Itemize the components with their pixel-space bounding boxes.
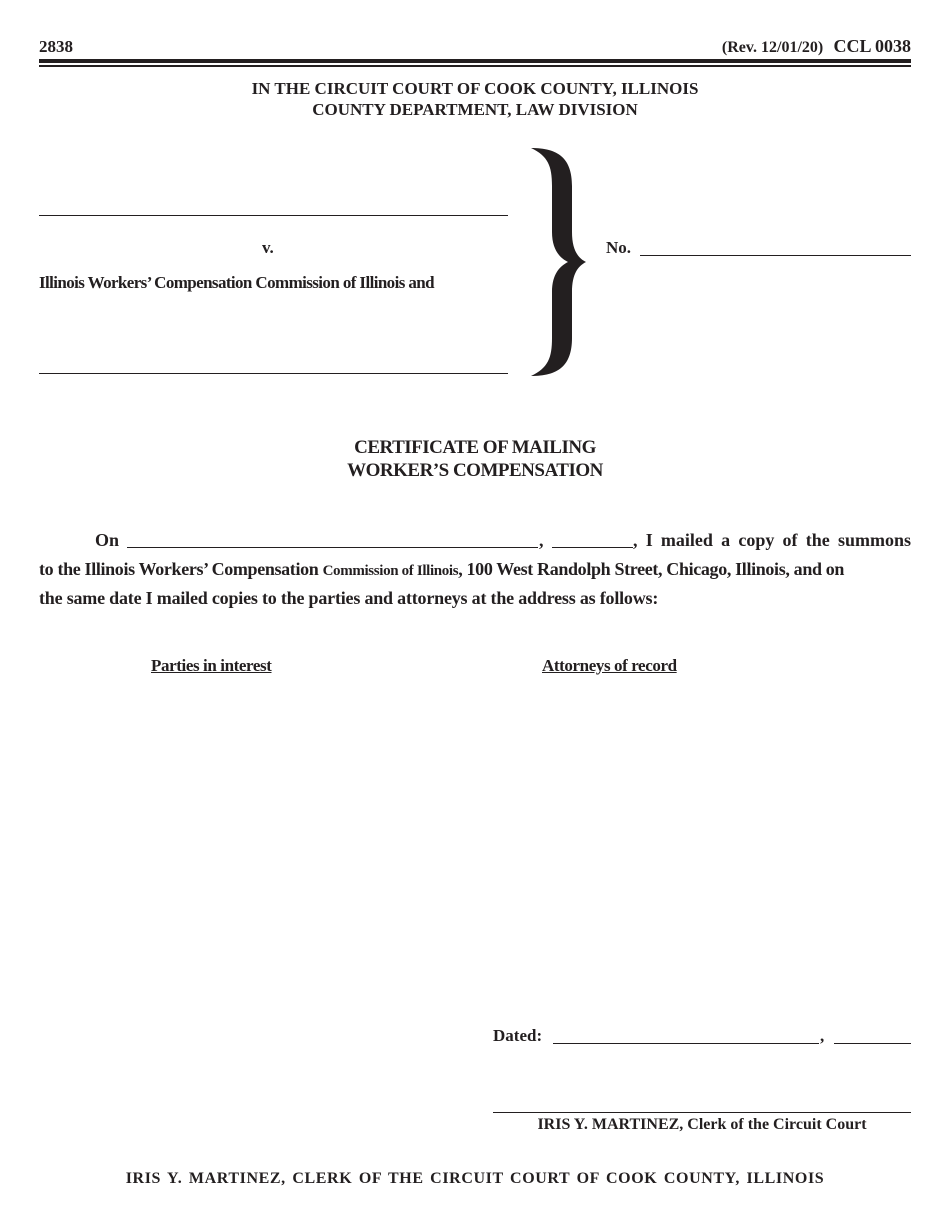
parties-text: the same date I mailed copies to the parties and attorneys at the address as follows: bbox=[39, 588, 659, 608]
caption-brace bbox=[528, 146, 590, 378]
court-division: COUNTY DEPARTMENT, LAW DIVISION bbox=[312, 100, 638, 119]
header-rule-thin bbox=[39, 65, 911, 67]
header-rule-thick bbox=[39, 59, 911, 63]
form-number: 2838 bbox=[39, 37, 73, 56]
court-heading bbox=[0, 78, 950, 120]
attorneys-of-record-heading: Attorneys of record bbox=[542, 656, 677, 675]
clerk-signature-label: IRIS Y. MARTINEZ, Clerk of the Circuit Court bbox=[537, 1116, 867, 1133]
dated-year-field[interactable] bbox=[834, 1043, 911, 1044]
title-line-1: CERTIFICATE OF MAILING bbox=[354, 437, 596, 458]
footer-clerk-text: IRIS Y. MARTINEZ, CLERK OF THE CIRCUIT COURT OF COOK COUNTY, ILLINOIS bbox=[125, 1170, 825, 1187]
court-name: IN THE CIRCUIT COURT OF COOK COUNTY, ILLINOIS bbox=[251, 79, 699, 98]
plaintiff-name-field[interactable] bbox=[39, 215, 508, 216]
form-revision-code bbox=[722, 36, 911, 57]
case-number-field[interactable] bbox=[640, 255, 911, 256]
mailing-year-field[interactable] bbox=[552, 547, 633, 548]
clerk-signature-field[interactable] bbox=[493, 1112, 911, 1113]
title-line-2: WORKER’S COMPENSATION bbox=[347, 460, 603, 481]
dated-date-field[interactable] bbox=[553, 1043, 819, 1044]
versus-label: v. bbox=[262, 238, 274, 257]
respondent-name-field[interactable] bbox=[39, 373, 508, 374]
dated-label: Dated: bbox=[493, 1026, 543, 1045]
date-comma: , bbox=[539, 530, 544, 550]
on-label: On bbox=[95, 530, 120, 550]
parties-in-interest-heading: Parties in interest bbox=[151, 656, 272, 675]
revision-date: (Rev. 12/01/20) bbox=[721, 39, 824, 56]
respondent-text: Illinois Workers’ Compensation Commission of Illinois and bbox=[39, 273, 434, 292]
commission-address-text bbox=[39, 559, 844, 580]
summons-text: , I mailed a copy of the summons bbox=[633, 530, 911, 550]
mailing-date-field[interactable] bbox=[127, 547, 538, 548]
form-code: CCL 0038 bbox=[833, 36, 911, 56]
brace-shape bbox=[531, 148, 586, 376]
commission-text-end: , 100 West Randolph Street, Chicago, Illinois, and on bbox=[458, 559, 845, 579]
document-title bbox=[0, 436, 950, 482]
dated-comma: , bbox=[820, 1026, 825, 1045]
commission-text-small: Commission of Illinois bbox=[322, 563, 459, 579]
commission-text-start: to the Illinois Workers’ Compensation bbox=[39, 559, 319, 579]
case-number-label: No. bbox=[606, 238, 632, 257]
